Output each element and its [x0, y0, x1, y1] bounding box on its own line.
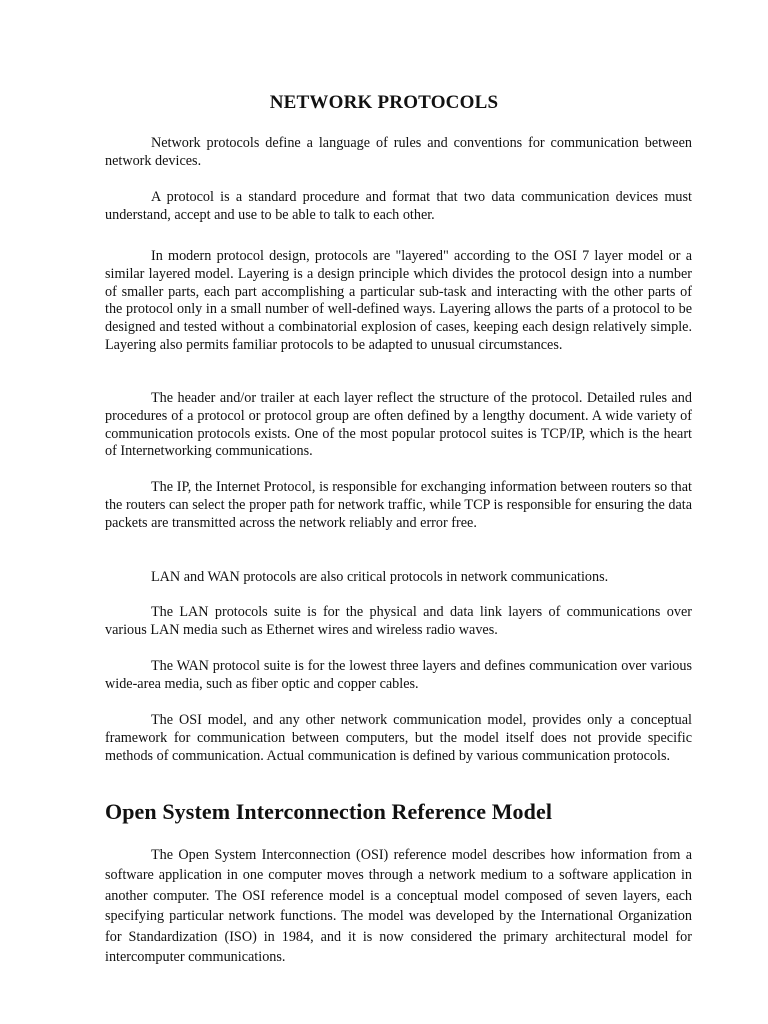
paragraph-lan-suite: The LAN protocols suite is for the physical and data link layers of communications over various LAN media such as Ethernet wires and wireless radio waves. — [105, 604, 692, 638]
paragraph-network-protocols-definition: Network protocols define a language of rules and conventions for communication between network devices. — [105, 135, 692, 169]
paragraph-header-trailer: The header and/or trailer at each layer reflect the structure of the protocol. Detailed rules and procedures of a protocol or protocol group are often defined by a lengthy document. A wide variety of communication protocols exists. One of the most popular protocol suites is TCP/IP, which is the heart of Internetworking communications. — [105, 390, 692, 460]
paragraph-osi-framework: The OSI model, and any other network communication model, provides only a conceptual framework for communication between computers, but the model itself does not provide specific methods of communication. Actual communication is defined by various communication protocols. — [105, 712, 692, 764]
document-title: NETWORK PROTOCOLS — [269, 92, 499, 113]
paragraph-protocol-definition: A protocol is a standard procedure and format that two data communication devices must understand, accept and use to be able to talk to each other. — [105, 189, 692, 223]
paragraph-wan-suite: The WAN protocol suite is for the lowest three layers and defines communication over various wide-area media, such as fiber optic and copper cables. — [105, 658, 692, 692]
paragraph-layered-design: In modern protocol design, protocols are "layered" according to the OSI 7 layer model or a similar layered model. Layering is a design principle which divides the protocol design into a number of smaller parts, each part accomplishing a particular sub-task and interacting with the other parts of the protocol only in a small number of well-defined ways. Layering allows the parts of a protocol to be designed and tested without a combinatorial explosion of cases, keeping each design relatively simple. Layering also permits familiar protocols to be adapted to unusual circumstances. — [105, 248, 692, 353]
paragraph-ip-tcp: The IP, the Internet Protocol, is responsible for exchanging information between routers so that the routers can select the proper path for network traffic, while TCP is responsible for ensuring the data packets are transmitted across the network reliably and error free. — [105, 479, 692, 531]
paragraph-osi-reference-model: The Open System Interconnection (OSI) reference model describes how information from a software application in one computer moves through a network medium to a software application in another computer. The OSI reference model is a conceptual model composed of seven layers, each specifying particular network functions. The model was developed by the International Organization for Standardization (ISO) in 1984, and it is now considered the primary architectural model for intercomputer communications. — [105, 847, 692, 966]
section-heading-osi-reference-model: Open System Interconnection Reference Model — [105, 799, 553, 824]
paragraph-lan-wan: LAN and WAN protocols are also critical protocols in network communications. — [151, 569, 609, 585]
